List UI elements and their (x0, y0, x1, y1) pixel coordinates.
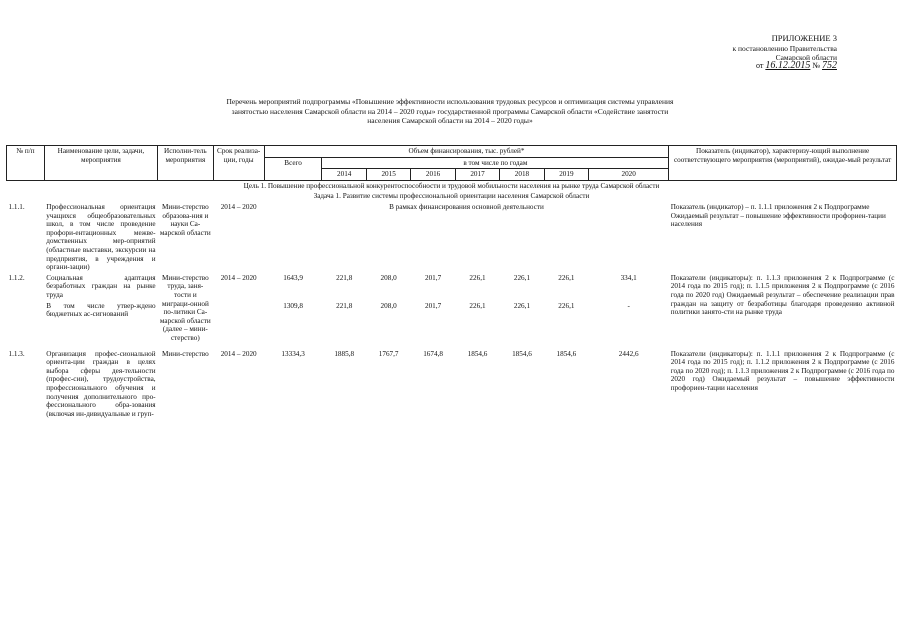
header-term: Срок реализа-ции, годы (213, 146, 264, 181)
header-year: 2016 (411, 169, 455, 181)
row-executor: Мини-стерство труда, заня-тости и миграци-онной по-литики Са-марской области (далее – мини-стерство) (159, 273, 211, 342)
title-line: занятостью населения Самарской области на 2014 – 2020 годы» государственной программы Самарской области «Содействие занятости (231, 106, 669, 116)
value-2018: 226,1 (513, 273, 531, 282)
value-2020: 2442,6 (618, 349, 639, 358)
row-indicator: Показатели (индикаторы): п. 1.1.3 приложения 2 к Подпрограмме (с 2014 года по 2015 год); п. 1.1.5 приложения 2 к Подпрограмме (с 2016 года по 2020 год) Ожидаемый результат – обеспечение реализации прав граждан на защиту от безработицы благодаря проведению активной политики занято-сти на рынке труда (670, 273, 895, 317)
header-name: Наименование цели, задачи, мероприятия (44, 146, 157, 181)
row-indicator: Показатели (индикаторы): п. 1.1.1 приложения 2 к Подпрограмме (с 2014 года по 2015 год); п. 1.1.2 приложения 2 к Подпрограмме (с 2016 года по 2020 год); п. 1.1.3 приложения 2 к Подпрограмме (с 2016 года по 2020 год) Ожидаемый результат – повышение эффективности профориен-тации населения (670, 349, 895, 393)
date-prefix: от (755, 61, 764, 70)
value-2020: 334,1 (620, 273, 637, 282)
document-title (150, 97, 750, 126)
value-2019: 226,1 (558, 301, 575, 310)
title-line: населения Самарской области на 2014 – 2020 годы» (367, 116, 533, 125)
row-executor: Мини-стерство (161, 349, 209, 358)
row-name: Профессиональная ориентация учащихся общеобразовательных школ, в том числе проведение профори-ентационных межве-домственных мер-оприятий (областные выставки, экскурсии на предприятия, в учреждения и органи-зации) (46, 202, 156, 272)
row-name: Социальная адаптация безработных граждан на рынке труда (46, 273, 156, 299)
value-total: 13334,3 (281, 349, 305, 358)
value-total: 1643,9 (283, 273, 303, 282)
header-year: 2019 (544, 169, 588, 181)
row-term: 2014 – 2020 (220, 202, 257, 211)
task-line: Задача 1. Развитие системы профессиональной ориентации населения Самарской области (313, 192, 590, 201)
header-year: 2014 (322, 169, 366, 181)
value-2018: 226,1 (513, 301, 531, 310)
value-2017: 226,1 (469, 273, 486, 282)
table-row (7, 273, 897, 301)
value-2019: 1854,6 (556, 349, 577, 358)
row-term: 2014 – 2020 (220, 349, 257, 358)
value-2015: 208,0 (380, 273, 397, 282)
value-2015: 1767,7 (378, 349, 399, 358)
row-indicator: Показатель (индикатор) – п. 1.1.1 приложения 2 к Подпрограмме Ожидаемый результат – повышение эффективности профориен-тации населения (670, 202, 886, 229)
row-num: 1.1.3. (8, 349, 25, 358)
value-2020: - (627, 301, 630, 310)
goal-line: Цель 1. Повышение профессиональной конкурентоспособности и трудовой мобильности населения на рынке труда Самарской области (243, 181, 660, 190)
number-prefix: № (812, 61, 820, 70)
row-financing-note: В рамках финансирования основной деятельности (389, 202, 544, 211)
header-year: 2017 (455, 169, 499, 181)
handwritten-number: 752 (822, 60, 837, 71)
row-num: 1.1.1. (8, 202, 25, 211)
table-row (7, 349, 897, 420)
header-year: 2015 (366, 169, 410, 181)
value-2017: 1854,6 (467, 349, 488, 358)
header-year: 2020 (589, 169, 669, 181)
handwritten-date: 16.12.2015 (765, 60, 811, 71)
value-2017: 226,1 (469, 301, 486, 310)
row-executor: Мини-стерство образова-ния и науки Са-марской области (159, 202, 211, 237)
title-line: Перечень мероприятий подпрограммы «Повышение эффективности использования трудовых ресурсов и оптимизация системы управления (226, 97, 674, 106)
value-2016: 1674,8 (423, 349, 443, 358)
value-2016: 201,7 (424, 301, 442, 310)
appendix-title: ПРИЛОЖЕНИЕ 3 (771, 33, 837, 43)
value-2019: 226,1 (558, 273, 575, 282)
header-by-year: в том числе по годам (322, 157, 669, 169)
value-2018: 1854,6 (512, 349, 532, 358)
value-2014: 1885,8 (334, 349, 355, 358)
row-term: 2014 – 2020 (220, 273, 257, 282)
row-name-approved: В том числе утвер-ждено бюджетных ас-сигнований (46, 301, 156, 319)
region-line: Самарской области (775, 53, 837, 62)
row-name: Организация профес-сиональной ориента-ции граждан в целях выбора сферы дея-тельности (профес-сии), трудоустройства, профессионального обучения и получения дополнительного про-фессионального обра-зования (включая ин-дивидуальные и груп- (46, 349, 156, 418)
value-2016: 201,7 (424, 273, 442, 282)
header-indicator: Показатель (индикатор), характеризу-ющий выполнение соответствующего мероприятия (мероприятий), ожидае-мый результат (669, 146, 897, 181)
header-volume: Объем финансирования, тыс. рублей* (264, 146, 669, 158)
header-executor: Исполни-тель мероприятия (158, 146, 214, 181)
value-total: 1309,8 (283, 301, 303, 310)
value-2014: 221,8 (336, 273, 353, 282)
value-2015: 208,0 (380, 301, 397, 310)
row-num: 1.1.2. (8, 273, 25, 282)
value-2014: 221,8 (336, 301, 353, 310)
decree-line: к постановлению Правительства (732, 44, 837, 53)
table-row (7, 202, 897, 273)
measures-table (6, 145, 897, 419)
header-num: № п/п (7, 146, 45, 181)
header-year: 2018 (500, 169, 544, 181)
header-total: Всего (264, 157, 322, 180)
date-line (756, 61, 837, 70)
